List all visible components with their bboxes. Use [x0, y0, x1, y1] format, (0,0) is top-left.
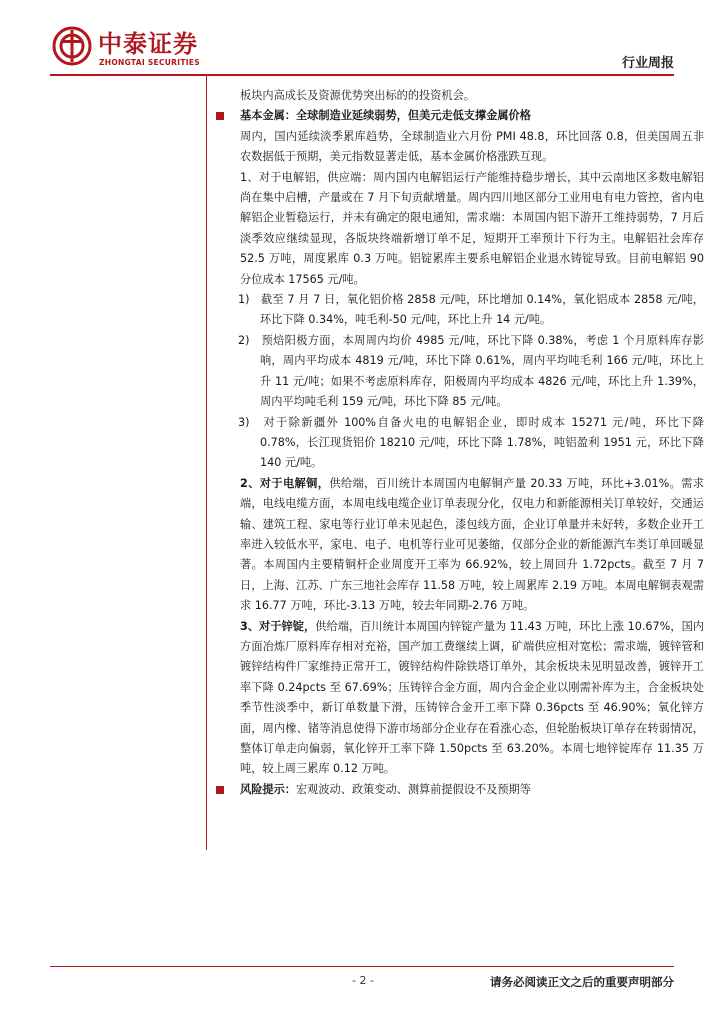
- report-body: [218, 86, 704, 800]
- footer-divider: [50, 966, 674, 967]
- bullet-square-icon: [216, 786, 224, 794]
- aluminum-item-2: 2) 预焙阳极方面，本周周内均价 4985 元/吨，环比下降 0.38%，考虑 1 个月原料库存影响，周内平均成本 4819 元/吨，环比下降 0.61%，周内平均吨毛利 166 元/吨，环比上升 11 元/吨；如果不考虑原料库存，阳极周内平均成本 4826 元/吨，环比上升 1.39%，周内平均吨毛利 159 元/吨，环比下降 85 元/吨。: [238, 333, 704, 409]
- paragraph-aluminum: 1、对于电解铝，供应端：周内国内电解铝运行产能维持稳步增长，其中云南地区多数电解铝尚在集中启槽，产量或在 7 月下旬贡献增量。周内四川地区部分工业用电有电力管控，省内电解铝企业暂稳运行，并未有确定的限电通知，需求端：本周国内铝下游开工维持弱势，7 月后淡季效应继续显现，各版块终端新增订单不足，短期开工率预计下行为主。电解铝社会库存 52.5 万吨，周度累库 0.3 万吨。铝锭累库主要系电解铝企业退水铸锭导致。目前电解铝 90 分位成本 17565 元/吨。: [240, 170, 704, 286]
- risk-text: 宏观波动、政策变动、测算前提假设不及预期等: [295, 782, 531, 796]
- risk-title: 风险提示：: [240, 782, 296, 796]
- paragraph-macro: 周内，国内延续淡季累库趋势，全球制造业六月份 PMI 48.8，环比回落 0.8，但美国周五非农数据低于预期，美元指数显著走低，基本金属价格涨跌互现。: [240, 129, 704, 164]
- zinc-lead: 3、对于锌锭，: [240, 619, 316, 633]
- zinc-text: 供给端，百川统计本周国内锌锭产量为 11.43 万吨，环比上涨 10.67%，国内方面冶炼厂原料库存相对充裕，国产加工费继续上调，矿端供应相对宽松；需求端，镀锌管和镀锌结构件厂家维持正常开工，镀锌结构件除铁塔订单外，其余板块未见明显改善，镀锌开工率下降 0.24pcts 至 67.69%；压铸锌合金方面，周内合金企业以刚需补库为主，合金板块处季节性淡季中，新订单数量下滑，压铸锌合金开工率下降 0.36pcts 至 46.90%；氧化锌方面，周内橡、锗等消息使得下游市场部分企业存在看涨心态，但轮胎板块订单存在转弱情况，整体订单走向偏弱，氧化锌开工率下降 1.50pcts 至 63.20%。本周七地锌锭库存 11.35 万吨，较上周三累库 0.12 万吨。: [240, 619, 704, 776]
- section-title: 基本金属：全球制造业延续弱势，但美元走低支撑金属价格: [240, 109, 531, 123]
- copper-lead: 2、对于电解铜，: [240, 476, 330, 490]
- zhongtai-logo-icon: [52, 26, 92, 66]
- page-header: [0, 0, 724, 90]
- logo-text-cn: 中泰证券: [98, 30, 198, 58]
- intro-line: 板块内高成长及资源优势突出标的的投资机会。: [240, 89, 475, 102]
- aluminum-item-3: 3) 对于除新疆外 100%自备火电的电解铝企业，即时成本 15271 元/吨，环比下降 0.78%，长江现货铝价 18210 元/吨，环比下降 1.78%，吨铝盈利 1951 元，环比下降 140 元/吨。: [238, 415, 704, 470]
- copper-text: 供给端，百川统计本周国内电解铜产量 20.33 万吨，环比+3.01%。需求端，电线电缆方面，本周电线电缆企业订单表现分化，仅电力和新能源相关订单较好，交通运输、建筑工程、家电等行业订单未见起色，漆包线方面，企业订单量并未好转，多数企业开工率进入较低水平，家电、电子、电机等行业可见萎缩，仅部分企业的新能源汽车类订单回暖显著。本周国内主要精铜杆企业周度开工率为 66.92%，较上周回升 1.72pcts。截至 7 月 7 日，上海、江苏、广东三地社会库存 11.58 万吨，较上周累库 2.19 万吨。本周电解铜表观需求 16.77 万吨，环比-3.13 万吨，较去年同期-2.76 万吨。: [240, 476, 704, 613]
- risk-warning: [218, 780, 704, 800]
- paragraph-copper: [218, 474, 704, 617]
- left-margin-rule: [206, 76, 207, 850]
- aluminum-item-1: 1) 截至 7 月 7 日，氧化铝价格 2858 元/吨，环比增加 0.14%，氧化铝成本 2858 元/吨，环比下降 0.34%，吨毛利-50 元/吨，环比上升 14 元/吨。: [238, 293, 704, 327]
- bullet-square-icon: [216, 112, 224, 120]
- section-basic-metals-heading: [218, 106, 704, 126]
- report-type-label: 行业周报: [621, 56, 674, 71]
- header-divider: [50, 74, 674, 76]
- logo-text-en: ZHONGTAI SECURITIES: [99, 58, 200, 67]
- paragraph-zinc: [218, 617, 704, 780]
- footer-disclaimer: 请务必阅读正文之后的重要声明部分: [490, 975, 674, 989]
- page-number: - 2 -: [352, 974, 374, 987]
